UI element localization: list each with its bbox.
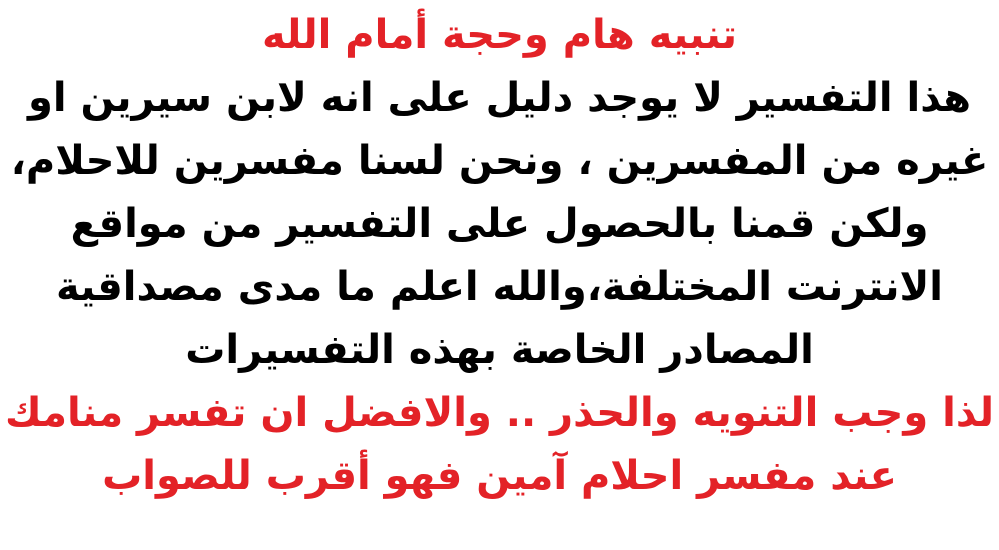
- notice-body-line-2: غيره من المفسرين ، ونحن لسنا مفسرين للاحلام،: [10, 138, 989, 184]
- notice-warning-line-2: عند مفسر احلام آمين فهو أقرب للصواب: [102, 453, 897, 499]
- notice-body-line-3: ولكن قمنا بالحصول على التفسير من مواقع: [70, 201, 929, 247]
- notice-title: تنبيه هام وحجة أمام الله: [262, 12, 737, 58]
- notice-body-line-1: هذا التفسير لا يوجد دليل على انه لابن سيرين او: [27, 75, 972, 121]
- notice-body-line-5: المصادر الخاصة بهذه التفسيرات: [185, 327, 814, 373]
- notice-warning-line-1: لذا وجب التنويه والحذر .. والافضل ان تفسر منامك: [5, 390, 995, 436]
- notice-body-line-4: الانترنت المختلفة،والله اعلم ما مدى مصداقية: [56, 264, 943, 310]
